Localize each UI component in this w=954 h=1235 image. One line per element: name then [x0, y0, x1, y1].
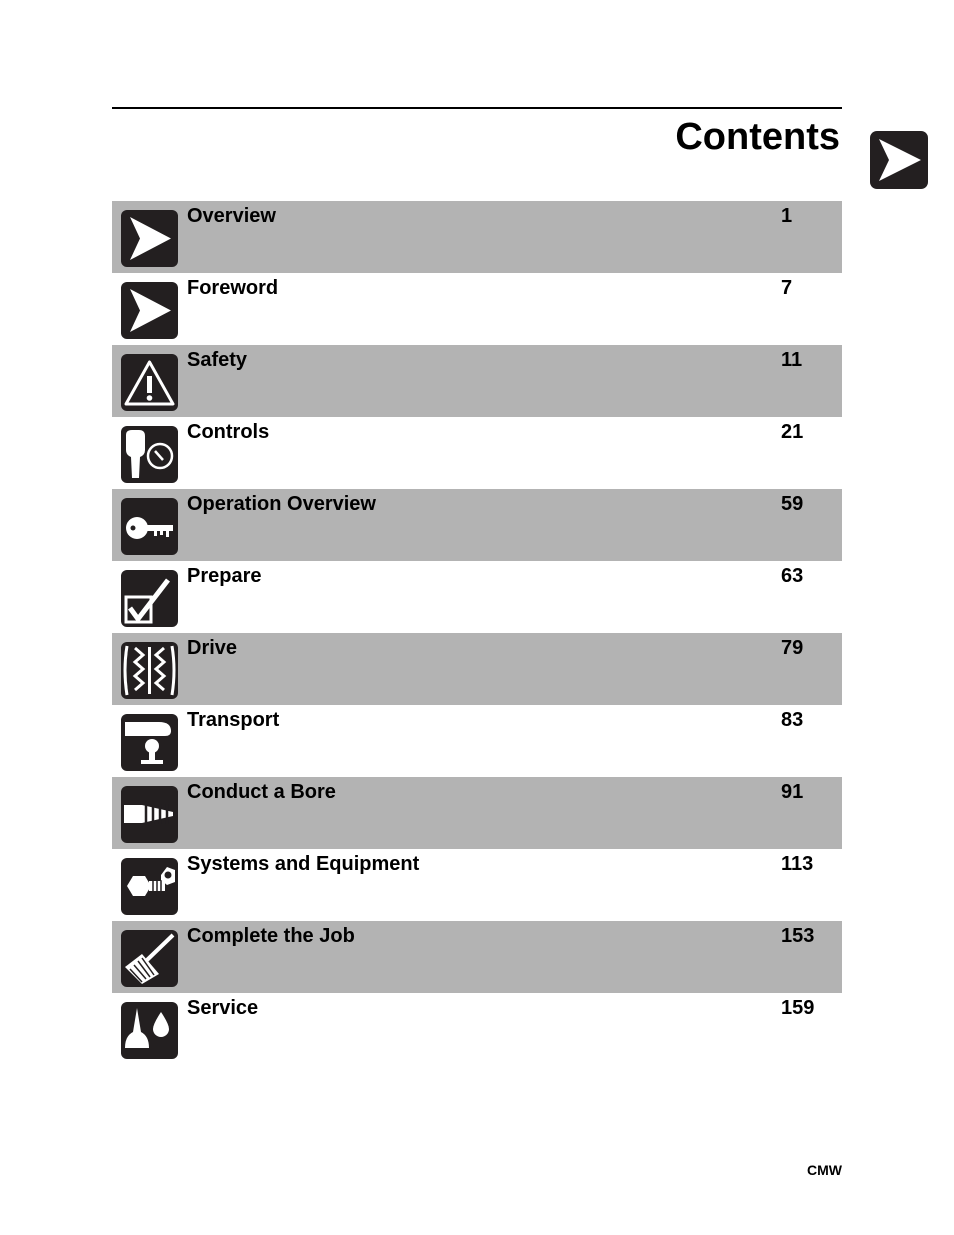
toc-page-number: 1	[781, 205, 793, 227]
toc-row[interactable]	[112, 273, 842, 345]
toc-label: Systems and Equipment	[187, 853, 420, 875]
toc-row[interactable]	[112, 417, 842, 489]
toc-page-number: 79	[781, 637, 804, 659]
toc-label: Complete the Job	[187, 925, 355, 947]
toc-label: Transport	[187, 709, 280, 731]
lever-gauge-icon	[121, 426, 178, 483]
toc-page-number: 63	[781, 565, 804, 587]
toc-page-number: 91	[781, 781, 804, 803]
toc-label: Prepare	[187, 565, 262, 587]
toc-label: Conduct a Bore	[187, 781, 336, 803]
checkbox-icon	[121, 570, 178, 627]
toc-label: Foreword	[187, 277, 279, 299]
toc-page-number: 59	[781, 493, 804, 515]
toc-label: Safety	[187, 349, 248, 371]
toc-label: Overview	[187, 205, 276, 227]
toc-list	[112, 201, 842, 1065]
tire-tread-icon	[121, 642, 178, 699]
oil-drop-icon	[121, 1002, 178, 1059]
toc-row[interactable]	[112, 633, 842, 705]
key-icon	[121, 498, 178, 555]
toc-label: Operation Overview	[187, 493, 376, 515]
section-tab-arrow-icon	[870, 131, 928, 189]
toc-page-number: 113	[781, 853, 814, 875]
toc-label: Drive	[187, 637, 238, 659]
warning-icon	[121, 354, 178, 411]
toc-page-number: 83	[781, 709, 804, 731]
toc-page-number: 7	[781, 277, 793, 299]
arrow-right-icon	[121, 210, 178, 267]
bolt-nut-icon	[121, 858, 178, 915]
toc-row[interactable]	[112, 201, 842, 273]
arrow-right-icon	[121, 282, 178, 339]
toc-row[interactable]	[112, 993, 842, 1065]
footer-code: CMW	[807, 1162, 842, 1178]
toc-row[interactable]	[112, 489, 842, 561]
toc-label: Service	[187, 997, 259, 1019]
top-rule	[112, 107, 842, 109]
page-title: Contents	[675, 116, 840, 158]
toc-page-number: 159	[781, 997, 815, 1019]
toc-row[interactable]	[112, 345, 842, 417]
toc-page-number: 11	[781, 349, 803, 371]
toc-row[interactable]	[112, 849, 842, 921]
broom-icon	[121, 930, 178, 987]
toc-page-number: 153	[781, 925, 815, 947]
toc-row[interactable]	[112, 561, 842, 633]
toc-row[interactable]	[112, 921, 842, 993]
toc-page-number: 21	[781, 421, 804, 443]
trailer-hitch-icon	[121, 714, 178, 771]
toc-row[interactable]	[112, 705, 842, 777]
drill-bit-icon	[121, 786, 178, 843]
toc-row[interactable]	[112, 777, 842, 849]
toc-label: Controls	[187, 421, 270, 443]
